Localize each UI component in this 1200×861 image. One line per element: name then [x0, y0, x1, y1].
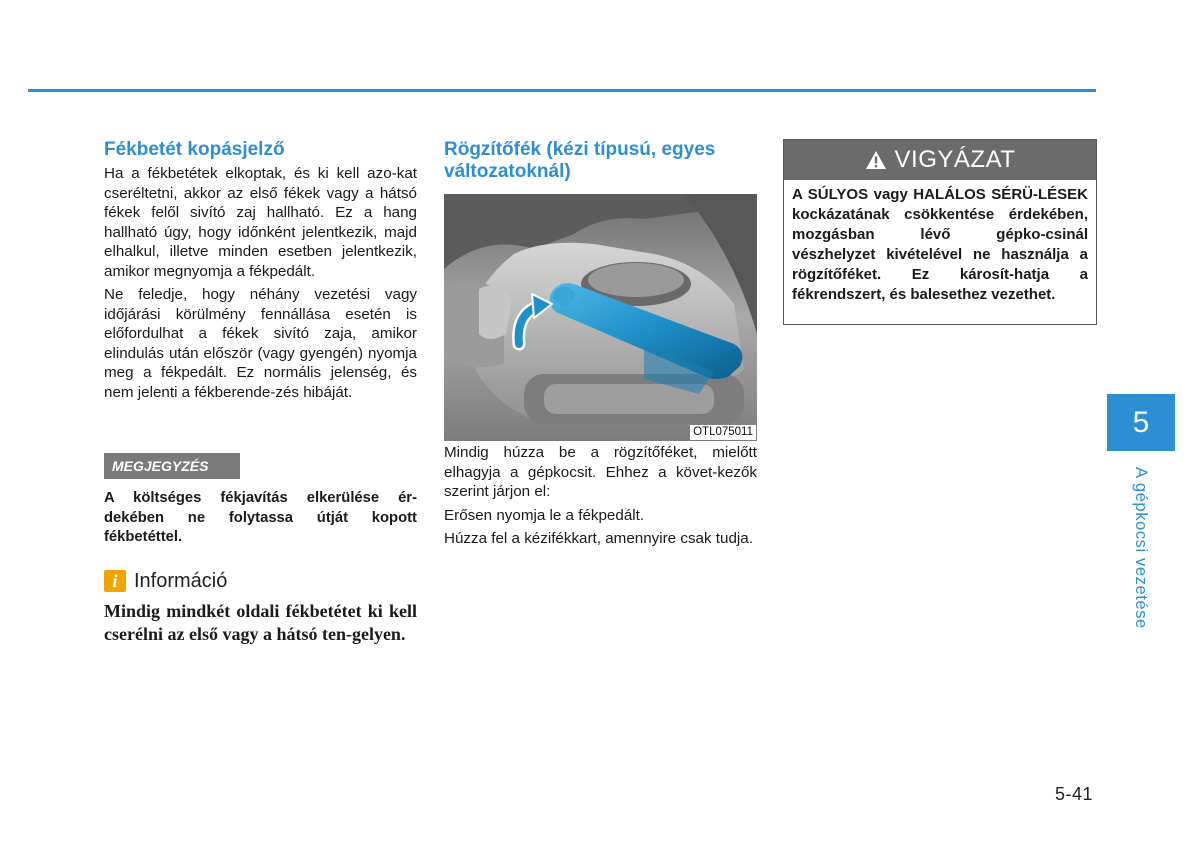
- chapter-title-vertical: [1127, 467, 1157, 629]
- chapter-number-tab: 5: [1107, 394, 1175, 451]
- info-header: [104, 569, 227, 593]
- paragraph-apply-brake: Mindig húzza be a rögzítőféket, mielőtt elhagyja a gépkocsit. Ehhez a követ-kezők szerint járjon el:: [444, 444, 757, 500]
- info-icon: i: [104, 570, 126, 592]
- warning-triangle-icon: [865, 150, 887, 170]
- note-text: A költséges fékjavítás elkerülése ér-dekében ne folytassa útját kopott fékbetéttel.: [104, 490, 417, 545]
- step-pull-lever: Húzza fel a kézifékkart, amennyire csak tudja.: [444, 530, 753, 547]
- info-title: Információ: [134, 569, 228, 592]
- warning-text: A SÚLYOS vagy HALÁLOS SÉRÜ-LÉSEK kockázatának csökkentése érdekében, mozgásban lévő gépko-csinál vészhelyzet kivételével ne használja a rögzítőféket. Ez károsít-hatja a fékrendszert, és balesethez vezethet.: [792, 186, 1088, 303]
- top-rule: [28, 89, 1096, 92]
- paragraph-wear-indicator: Ha a fékbetétek elkoptak, és ki kell azo-kat cseréltetni, akkor az első fékek vagy a hátsó fékek felől sivító zaj hallható. Ez a hang hallható úgy, hogy időnként jelentkezik, majd elhalkul, illetve minden esetben jelentkezik, amikor megnyomja a fékpedált.: [104, 165, 417, 280]
- section-heading-brake-pad-wear: Fékbetét kopásjelző: [104, 139, 285, 160]
- handbrake-illustration: [444, 194, 757, 441]
- warning-title: VIGYÁZAT: [894, 146, 1016, 173]
- parking-brake-instructions: [444, 443, 757, 549]
- chapter-title: A gépkocsi vezetése: [1132, 467, 1150, 629]
- step-press-pedal: Erősen nyomja le a fékpedált.: [444, 506, 645, 524]
- handbrake-console-drawing: [444, 194, 757, 441]
- info-text: Mindig mindkét oldali fékbetétet ki kell cserélni az első vagy a hátsó ten-gelyen.: [104, 601, 417, 644]
- page-number: 5-41: [1055, 784, 1094, 804]
- section-heading-parking-brake: Rögzítőfék (kézi típusú, egyes változatoknál): [444, 139, 716, 182]
- paragraph-squeal-conditions: Ne feledje, hogy néhány vezetési vagy időjárási körülmény fennállása esetén is előfordulhat a fékek sivító zaja, amikor elindulás után először (vagy gyengén) nyomja meg a fékpedált. Ez normális jelenség, és nem jelenti a fékberende-zés hibáját.: [104, 286, 417, 401]
- note-label: MEGJEGYZÉS: [104, 453, 240, 479]
- figure-code: OTL075011: [690, 425, 756, 440]
- warning-box: [783, 139, 1097, 325]
- warning-header: [784, 140, 1096, 180]
